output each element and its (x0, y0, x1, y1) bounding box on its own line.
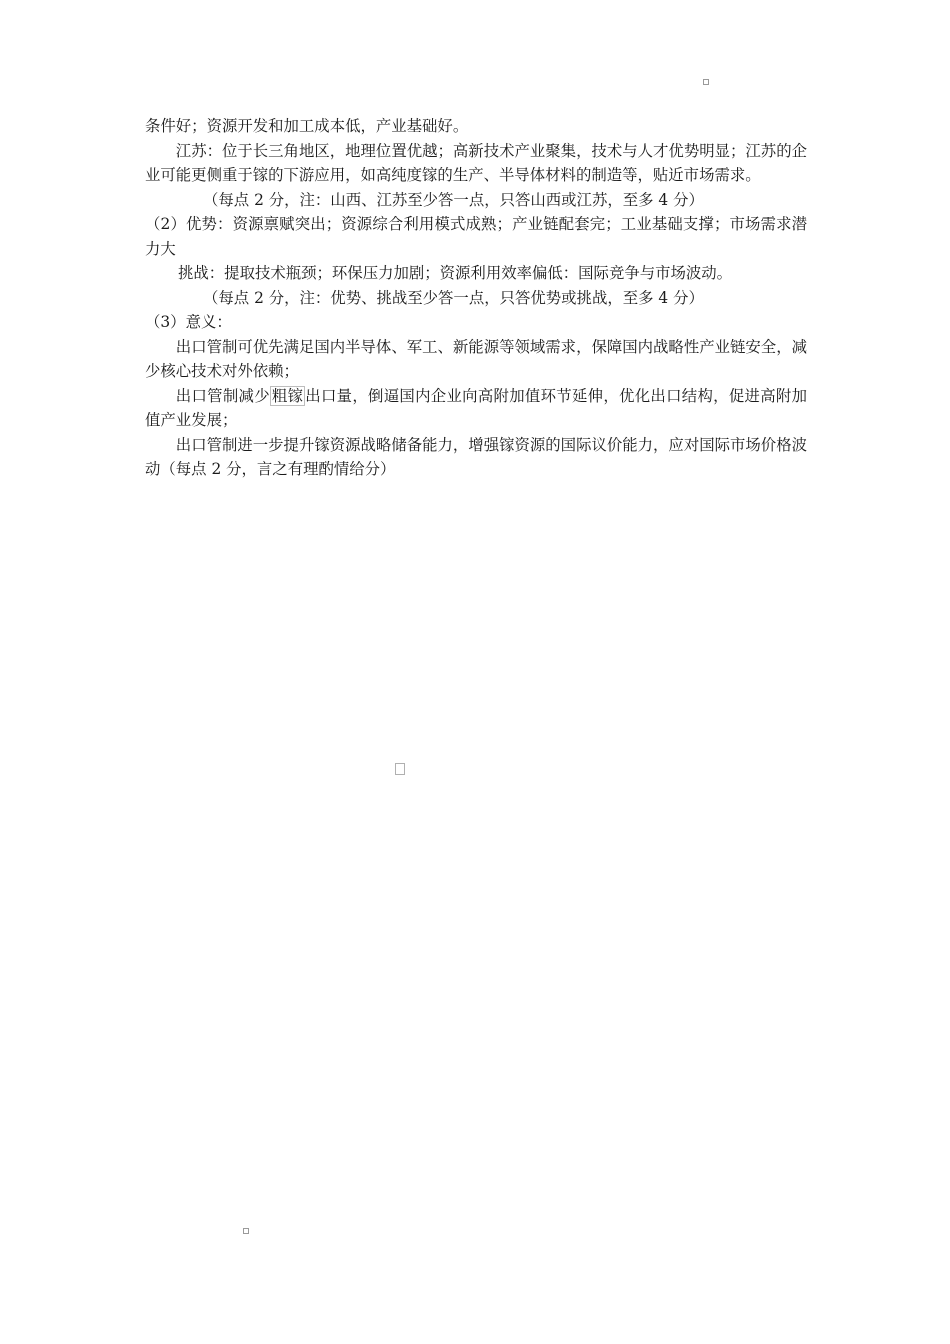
paragraph-challenges: 挑战：提取技术瓶颈；环保压力加剧；资源利用效率偏低：国际竞争与市场波动。 (178, 264, 733, 282)
page-marker-top (703, 79, 709, 85)
page-marker-middle (395, 763, 405, 775)
highlighted-term: 粗镓 (271, 386, 304, 405)
scoring-note-1: （每点 2 分，注：山西、江苏至少答一点，只答山西或江苏，至多 4 分） (203, 190, 704, 209)
text-segment: 出口量，倒逼国内企业向高附加值环节延伸，优化出口结构，促进高附加值产业发展； (145, 386, 807, 429)
paragraph-shanxi-conditions: 条件好；资源开发和加工成本低，产业基础好。 (145, 117, 469, 135)
paragraph-advantages: （2）优势：资源禀赋突出；资源综合利用模式成熟；产业链配套完；工业基础支撑；市场需求潜力大 (145, 215, 807, 258)
section-significance-heading: （3）意义： (145, 313, 232, 331)
paragraph-jiangsu: 江苏：位于长三角地区，地理位置优越；高新技术产业聚集，技术与人才优势明显；江苏的企业可能更侧重于镓的下游应用，如高纯度镓的生产、半导体材料的制造等，贴近市场需求。 (145, 141, 807, 184)
paragraph-significance-1: 出口管制可优先满足国内半导体、军工、新能源等领域需求，保障国内战略性产业链安全，减少核心技术对外依赖； (145, 337, 807, 380)
paragraph-significance-3: 出口管制进一步提升镓资源战略储备能力，增强镓资源的国际议价能力，应对国际市场价格波动（每点 2 分，言之有理酌情给分） (145, 435, 807, 478)
text-segment: 出口管制减少 (175, 386, 270, 405)
paragraph-significance-2 (145, 384, 807, 433)
scoring-note-2: （每点 2 分，注：优势、挑战至少答一点，只答优势或挑战，至多 4 分） (203, 288, 704, 307)
page-marker-bottom (243, 1228, 249, 1234)
document-body (145, 114, 807, 482)
